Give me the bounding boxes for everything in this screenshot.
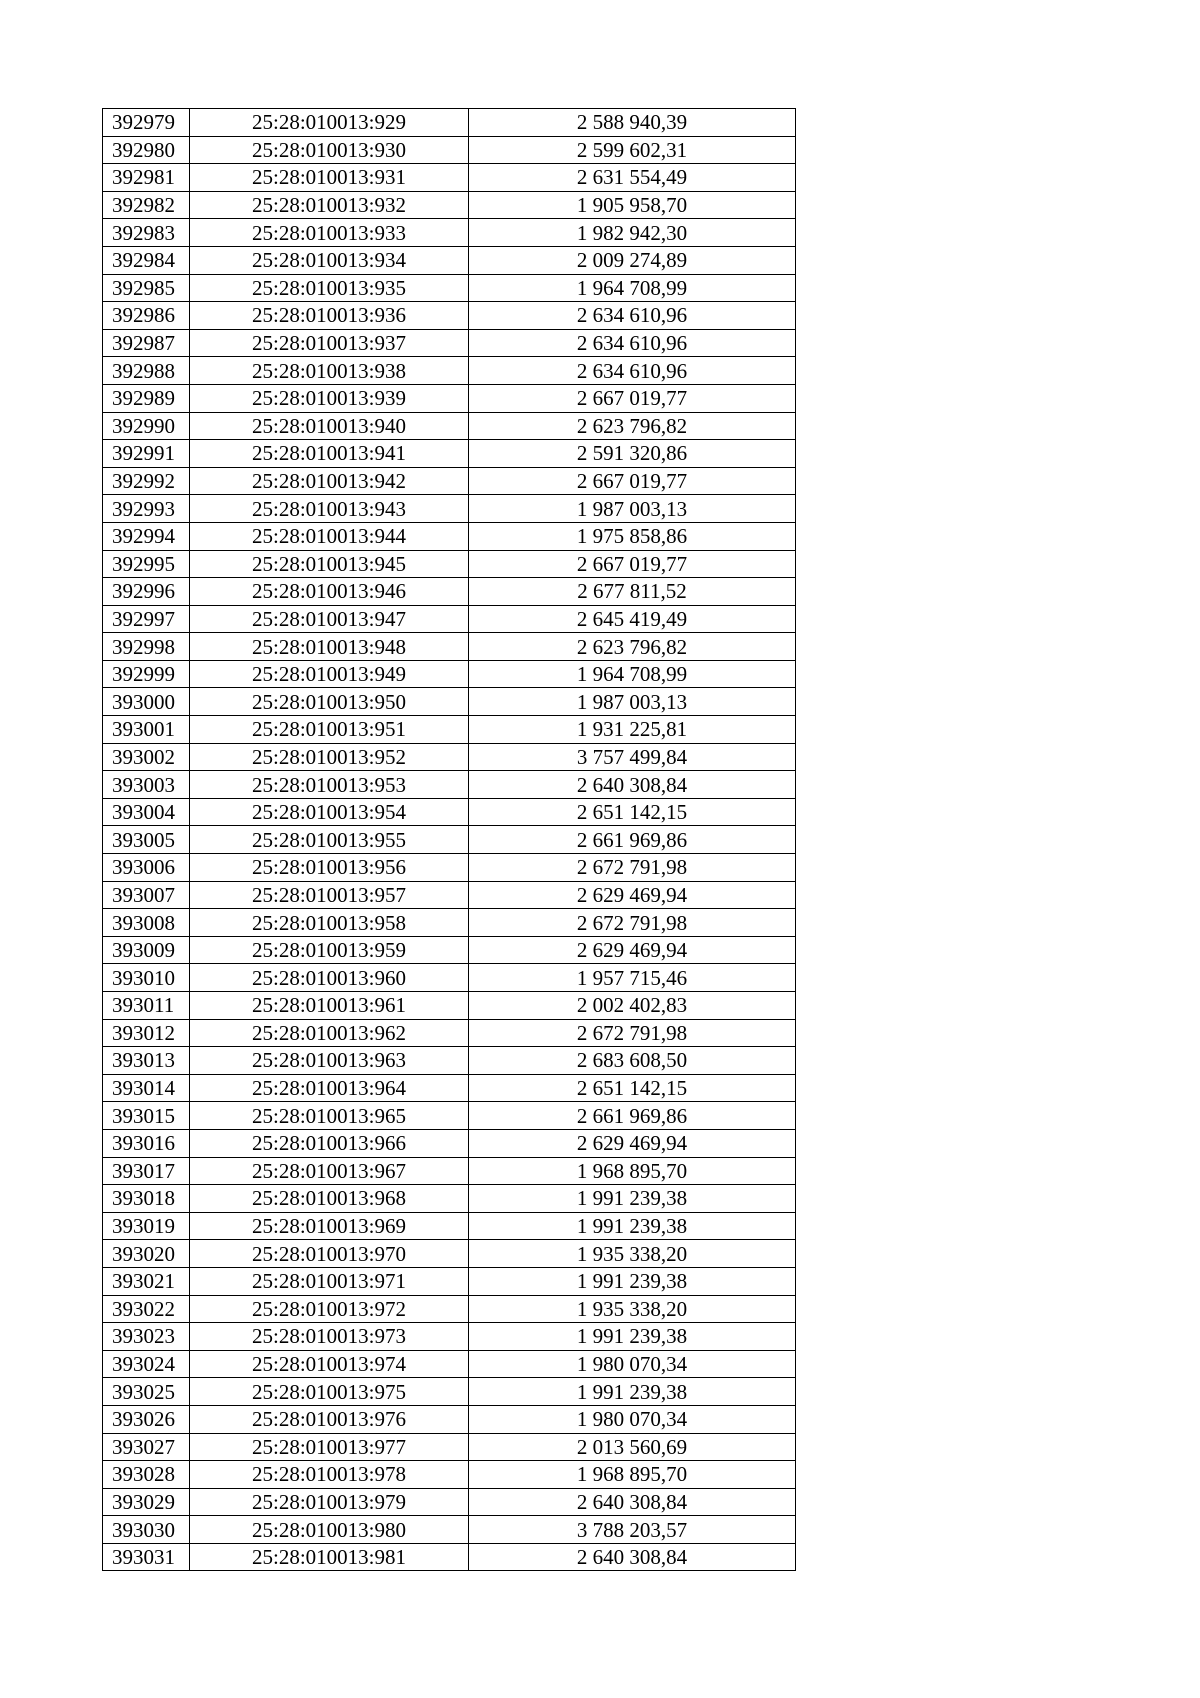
cadastral-value-cell: 2 634 610,96 — [469, 329, 796, 357]
cadastral-value-cell: 2 623 796,82 — [469, 633, 796, 661]
cadastral-value-cell: 1 957 715,46 — [469, 964, 796, 992]
cadastral-number-cell: 25:28:010013:944 — [190, 522, 469, 550]
cadastral-value-cell: 1 991 239,38 — [469, 1185, 796, 1213]
cadastral-number-cell: 25:28:010013:932 — [190, 191, 469, 219]
table-row — [103, 357, 796, 385]
table-row — [103, 384, 796, 412]
cadastral-value-cell: 3 788 203,57 — [469, 1516, 796, 1544]
row-number-cell: 392999 — [103, 660, 190, 688]
cadastral-number-cell: 25:28:010013:929 — [190, 109, 469, 137]
cadastral-number-cell: 25:28:010013:970 — [190, 1240, 469, 1268]
cadastral-value-cell: 1 980 070,34 — [469, 1405, 796, 1433]
cadastral-number-cell: 25:28:010013:961 — [190, 992, 469, 1020]
cadastral-value-cell: 1 991 239,38 — [469, 1378, 796, 1406]
table-row — [103, 164, 796, 192]
row-number-cell: 392979 — [103, 109, 190, 137]
cadastral-number-cell: 25:28:010013:951 — [190, 716, 469, 744]
row-number-cell: 393015 — [103, 1102, 190, 1130]
table-row — [103, 1378, 796, 1406]
table-row — [103, 1461, 796, 1489]
cadastral-number-cell: 25:28:010013:938 — [190, 357, 469, 385]
cadastral-value-cell: 2 631 554,49 — [469, 164, 796, 192]
cadastral-number-cell: 25:28:010013:972 — [190, 1295, 469, 1323]
row-number-cell: 392983 — [103, 219, 190, 247]
row-number-cell: 392990 — [103, 412, 190, 440]
table-row — [103, 1323, 796, 1351]
row-number-cell: 392986 — [103, 302, 190, 330]
table-row — [103, 1267, 796, 1295]
table-row — [103, 1102, 796, 1130]
row-number-cell: 393019 — [103, 1212, 190, 1240]
cadastral-number-cell: 25:28:010013:939 — [190, 384, 469, 412]
row-number-cell: 393006 — [103, 854, 190, 882]
cadastral-value-cell: 2 599 602,31 — [469, 136, 796, 164]
row-number-cell: 392980 — [103, 136, 190, 164]
table-row — [103, 1516, 796, 1544]
table-row — [103, 826, 796, 854]
cadastral-value-cell: 1 964 708,99 — [469, 660, 796, 688]
cadastral-number-cell: 25:28:010013:933 — [190, 219, 469, 247]
table-row — [103, 964, 796, 992]
row-number-cell: 393024 — [103, 1350, 190, 1378]
cadastral-number-cell: 25:28:010013:975 — [190, 1378, 469, 1406]
row-number-cell: 392988 — [103, 357, 190, 385]
cadastral-value-cell: 2 013 560,69 — [469, 1433, 796, 1461]
row-number-cell: 392995 — [103, 550, 190, 578]
row-number-cell: 393023 — [103, 1323, 190, 1351]
cadastral-number-cell: 25:28:010013:977 — [190, 1433, 469, 1461]
table-row — [103, 633, 796, 661]
table-row — [103, 1240, 796, 1268]
cadastral-number-cell: 25:28:010013:950 — [190, 688, 469, 716]
table-row — [103, 550, 796, 578]
cadastral-value-cell: 2 634 610,96 — [469, 357, 796, 385]
cadastral-value-cell: 2 629 469,94 — [469, 1129, 796, 1157]
cadastral-number-cell: 25:28:010013:969 — [190, 1212, 469, 1240]
row-number-cell: 393009 — [103, 936, 190, 964]
row-number-cell: 392987 — [103, 329, 190, 357]
cadastral-number-cell: 25:28:010013:976 — [190, 1405, 469, 1433]
row-number-cell: 393028 — [103, 1461, 190, 1489]
row-number-cell: 393002 — [103, 743, 190, 771]
cadastral-number-cell: 25:28:010013:930 — [190, 136, 469, 164]
table-row — [103, 136, 796, 164]
table-row — [103, 1295, 796, 1323]
cadastral-value-cell: 1 991 239,38 — [469, 1323, 796, 1351]
table-row — [103, 1212, 796, 1240]
cadastral-number-cell: 25:28:010013:959 — [190, 936, 469, 964]
cadastral-number-cell: 25:28:010013:956 — [190, 854, 469, 882]
row-number-cell: 392981 — [103, 164, 190, 192]
row-number-cell: 393016 — [103, 1129, 190, 1157]
cadastral-number-cell: 25:28:010013:978 — [190, 1461, 469, 1489]
cadastral-value-cell: 2 591 320,86 — [469, 440, 796, 468]
cadastral-value-cell: 2 651 142,15 — [469, 1074, 796, 1102]
cadastral-number-cell: 25:28:010013:935 — [190, 274, 469, 302]
row-number-cell: 392982 — [103, 191, 190, 219]
cadastral-value-cell: 2 661 969,86 — [469, 826, 796, 854]
row-number-cell: 392985 — [103, 274, 190, 302]
cadastral-value-cell: 2 002 402,83 — [469, 992, 796, 1020]
cadastral-value-cell: 2 683 608,50 — [469, 1047, 796, 1075]
cadastral-value-cell: 1 931 225,81 — [469, 716, 796, 744]
cadastral-value-cell: 2 009 274,89 — [469, 246, 796, 274]
cadastral-value-cell: 2 629 469,94 — [469, 881, 796, 909]
table-row — [103, 1019, 796, 1047]
table-row — [103, 1157, 796, 1185]
row-number-cell: 392989 — [103, 384, 190, 412]
cadastral-number-cell: 25:28:010013:949 — [190, 660, 469, 688]
row-number-cell: 393030 — [103, 1516, 190, 1544]
cadastral-value-cell: 2 677 811,52 — [469, 578, 796, 606]
cadastral-value-cell: 2 629 469,94 — [469, 936, 796, 964]
table-row — [103, 743, 796, 771]
table-row — [103, 992, 796, 1020]
row-number-cell: 393011 — [103, 992, 190, 1020]
row-number-cell: 393020 — [103, 1240, 190, 1268]
row-number-cell: 393027 — [103, 1433, 190, 1461]
cadastral-number-cell: 25:28:010013:971 — [190, 1267, 469, 1295]
row-number-cell: 393004 — [103, 798, 190, 826]
row-number-cell: 393018 — [103, 1185, 190, 1213]
row-number-cell: 393003 — [103, 771, 190, 799]
table-row — [103, 605, 796, 633]
row-number-cell: 393012 — [103, 1019, 190, 1047]
cadastral-value-cell: 2 640 308,84 — [469, 1543, 796, 1571]
cadastral-value-cell: 1 991 239,38 — [469, 1212, 796, 1240]
cadastral-number-cell: 25:28:010013:962 — [190, 1019, 469, 1047]
cadastral-number-cell: 25:28:010013:954 — [190, 798, 469, 826]
table-row — [103, 798, 796, 826]
cadastral-number-cell: 25:28:010013:941 — [190, 440, 469, 468]
table-row — [103, 1405, 796, 1433]
table-row — [103, 909, 796, 937]
table-row — [103, 191, 796, 219]
cadastral-number-cell: 25:28:010013:946 — [190, 578, 469, 606]
table-row — [103, 1488, 796, 1516]
row-number-cell: 393026 — [103, 1405, 190, 1433]
row-number-cell: 393022 — [103, 1295, 190, 1323]
cadastral-number-cell: 25:28:010013:931 — [190, 164, 469, 192]
cadastral-value-cell: 1 968 895,70 — [469, 1157, 796, 1185]
cadastral-value-cell: 1 905 958,70 — [469, 191, 796, 219]
cadastral-number-cell: 25:28:010013:966 — [190, 1129, 469, 1157]
cadastral-value-cell: 2 640 308,84 — [469, 771, 796, 799]
cadastral-number-cell: 25:28:010013:957 — [190, 881, 469, 909]
row-number-cell: 393001 — [103, 716, 190, 744]
cadastral-number-cell: 25:28:010013:943 — [190, 495, 469, 523]
cadastral-number-cell: 25:28:010013:945 — [190, 550, 469, 578]
row-number-cell: 393031 — [103, 1543, 190, 1571]
cadastral-number-cell: 25:28:010013:958 — [190, 909, 469, 937]
table-row — [103, 1433, 796, 1461]
table-row — [103, 1129, 796, 1157]
cadastral-number-cell: 25:28:010013:973 — [190, 1323, 469, 1351]
cadastral-number-cell: 25:28:010013:934 — [190, 246, 469, 274]
row-number-cell: 393014 — [103, 1074, 190, 1102]
cadastral-value-cell: 2 667 019,77 — [469, 384, 796, 412]
table-row — [103, 1074, 796, 1102]
cadastral-value-cell: 2 645 419,49 — [469, 605, 796, 633]
table-row — [103, 771, 796, 799]
cadastral-value-cell: 2 634 610,96 — [469, 302, 796, 330]
cadastral-value-cell: 2 661 969,86 — [469, 1102, 796, 1130]
table-row — [103, 467, 796, 495]
cadastral-number-cell: 25:28:010013:955 — [190, 826, 469, 854]
cadastral-number-cell: 25:28:010013:936 — [190, 302, 469, 330]
cadastral-value-cell: 1 935 338,20 — [469, 1240, 796, 1268]
row-number-cell: 393008 — [103, 909, 190, 937]
row-number-cell: 392993 — [103, 495, 190, 523]
row-number-cell: 392992 — [103, 467, 190, 495]
cadastral-value-table — [102, 108, 796, 1571]
cadastral-value-cell: 1 968 895,70 — [469, 1461, 796, 1489]
cadastral-value-cell: 1 991 239,38 — [469, 1267, 796, 1295]
table-row — [103, 495, 796, 523]
table-row — [103, 688, 796, 716]
cadastral-value-cell: 1 935 338,20 — [469, 1295, 796, 1323]
cadastral-number-cell: 25:28:010013:974 — [190, 1350, 469, 1378]
cadastral-value-cell: 2 640 308,84 — [469, 1488, 796, 1516]
cadastral-number-cell: 25:28:010013:953 — [190, 771, 469, 799]
cadastral-value-cell: 2 667 019,77 — [469, 467, 796, 495]
cadastral-number-cell: 25:28:010013:981 — [190, 1543, 469, 1571]
cadastral-number-cell: 25:28:010013:960 — [190, 964, 469, 992]
row-number-cell: 392996 — [103, 578, 190, 606]
cadastral-number-cell: 25:28:010013:980 — [190, 1516, 469, 1544]
row-number-cell: 393017 — [103, 1157, 190, 1185]
row-number-cell: 392991 — [103, 440, 190, 468]
table-row — [103, 522, 796, 550]
cadastral-number-cell: 25:28:010013:937 — [190, 329, 469, 357]
table-row — [103, 274, 796, 302]
cadastral-number-cell: 25:28:010013:947 — [190, 605, 469, 633]
cadastral-value-cell: 2 672 791,98 — [469, 909, 796, 937]
table-row — [103, 1185, 796, 1213]
cadastral-value-cell: 1 987 003,13 — [469, 495, 796, 523]
table-row — [103, 412, 796, 440]
cadastral-value-cell: 2 672 791,98 — [469, 854, 796, 882]
row-number-cell: 392997 — [103, 605, 190, 633]
row-number-cell: 393007 — [103, 881, 190, 909]
table-row — [103, 578, 796, 606]
row-number-cell: 393010 — [103, 964, 190, 992]
table-row — [103, 219, 796, 247]
row-number-cell: 393025 — [103, 1378, 190, 1406]
table-row — [103, 246, 796, 274]
cadastral-number-cell: 25:28:010013:940 — [190, 412, 469, 440]
row-number-cell: 392984 — [103, 246, 190, 274]
cadastral-value-cell: 2 651 142,15 — [469, 798, 796, 826]
cadastral-number-cell: 25:28:010013:963 — [190, 1047, 469, 1075]
table-row — [103, 302, 796, 330]
row-number-cell: 393000 — [103, 688, 190, 716]
cadastral-number-cell: 25:28:010013:952 — [190, 743, 469, 771]
table-row — [103, 660, 796, 688]
cadastral-value-cell: 1 964 708,99 — [469, 274, 796, 302]
cadastral-value-cell: 1 980 070,34 — [469, 1350, 796, 1378]
table-row — [103, 440, 796, 468]
table-row — [103, 109, 796, 137]
cadastral-number-cell: 25:28:010013:979 — [190, 1488, 469, 1516]
cadastral-value-cell: 1 982 942,30 — [469, 219, 796, 247]
table-row — [103, 1543, 796, 1571]
table-row — [103, 716, 796, 744]
cadastral-number-cell: 25:28:010013:967 — [190, 1157, 469, 1185]
cadastral-number-cell: 25:28:010013:968 — [190, 1185, 469, 1213]
cadastral-number-cell: 25:28:010013:948 — [190, 633, 469, 661]
table-row — [103, 329, 796, 357]
cadastral-number-cell: 25:28:010013:942 — [190, 467, 469, 495]
table-row — [103, 881, 796, 909]
table-row — [103, 936, 796, 964]
cadastral-value-cell: 1 987 003,13 — [469, 688, 796, 716]
table-body — [103, 109, 796, 1571]
table-row — [103, 1350, 796, 1378]
cadastral-number-cell: 25:28:010013:965 — [190, 1102, 469, 1130]
table-row — [103, 854, 796, 882]
row-number-cell: 393005 — [103, 826, 190, 854]
row-number-cell: 393013 — [103, 1047, 190, 1075]
cadastral-value-cell: 1 975 858,86 — [469, 522, 796, 550]
row-number-cell: 393021 — [103, 1267, 190, 1295]
cadastral-value-cell: 2 667 019,77 — [469, 550, 796, 578]
row-number-cell: 392994 — [103, 522, 190, 550]
cadastral-value-cell: 3 757 499,84 — [469, 743, 796, 771]
cadastral-number-cell: 25:28:010013:964 — [190, 1074, 469, 1102]
row-number-cell: 393029 — [103, 1488, 190, 1516]
cadastral-value-cell: 2 623 796,82 — [469, 412, 796, 440]
row-number-cell: 392998 — [103, 633, 190, 661]
cadastral-value-cell: 2 588 940,39 — [469, 109, 796, 137]
table-row — [103, 1047, 796, 1075]
cadastral-value-cell: 2 672 791,98 — [469, 1019, 796, 1047]
